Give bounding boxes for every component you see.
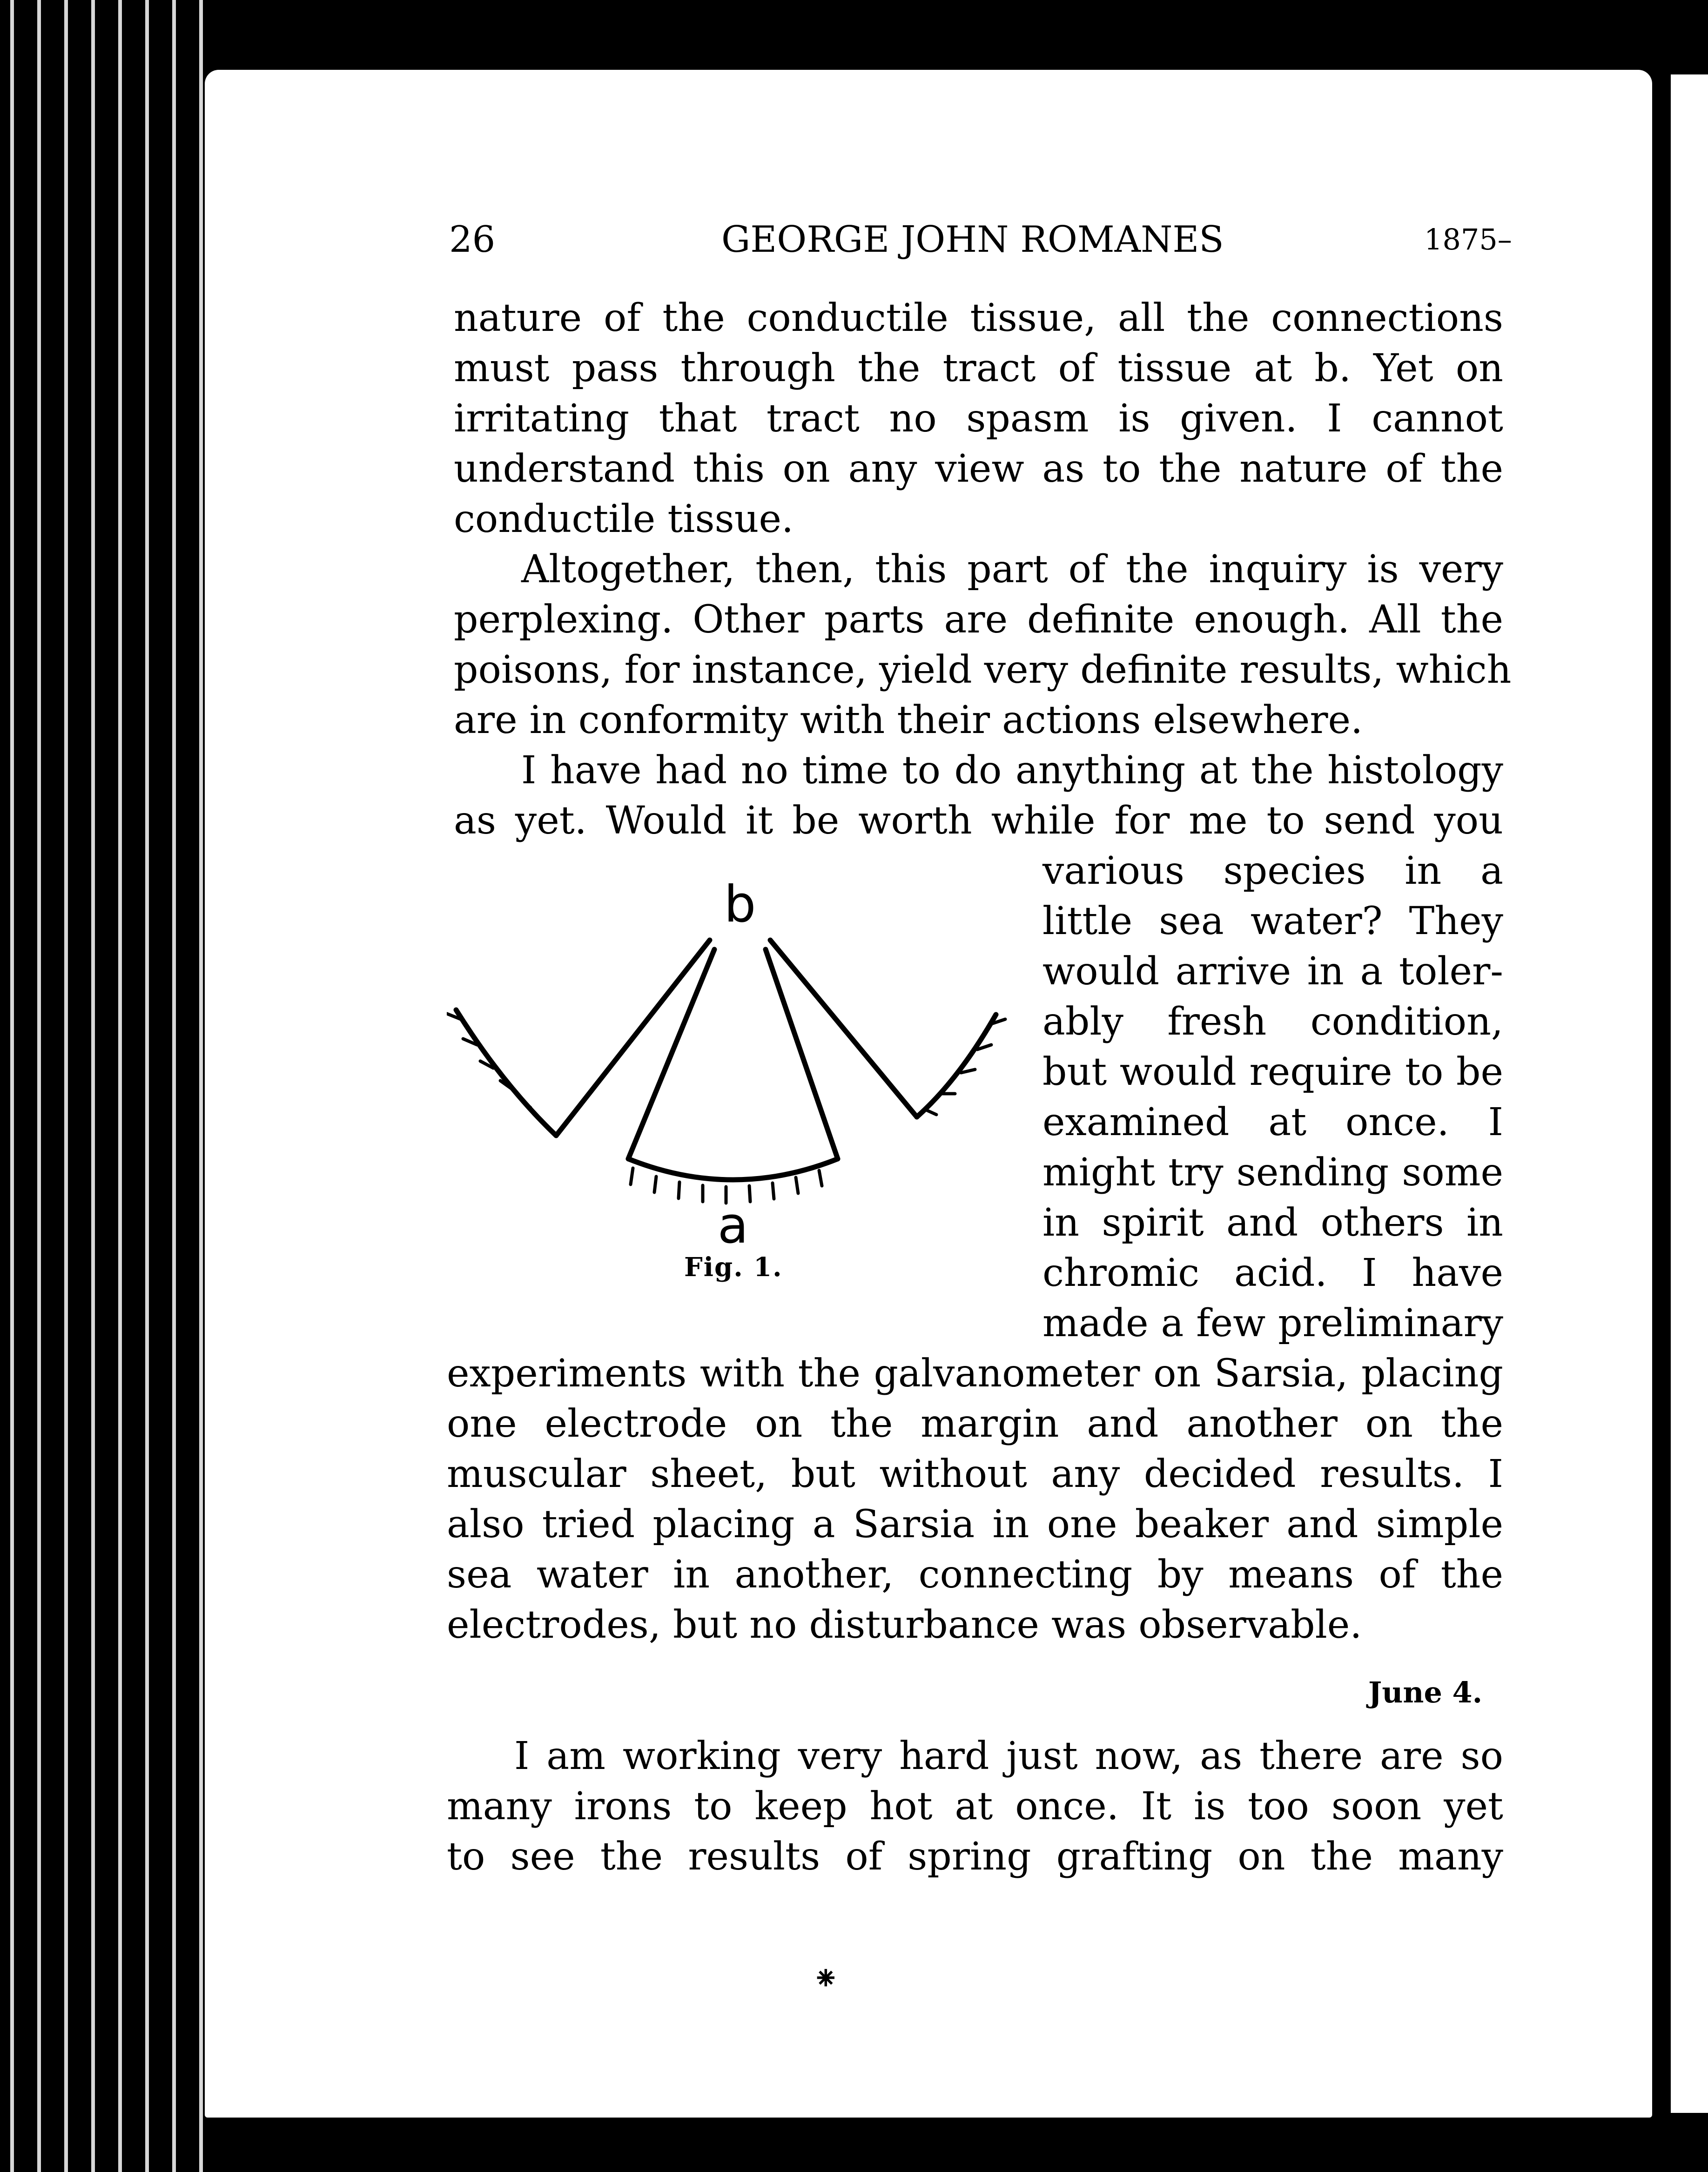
text-column-top [454, 293, 1512, 846]
year-range: 1875– [1424, 222, 1512, 256]
text-line: I am working very hard just now, as there are so [514, 1734, 1503, 1778]
letter-date: June 4. [1368, 1675, 1483, 1709]
text-line: examined at once. I [1042, 1100, 1503, 1144]
page-number: 26 [449, 219, 496, 261]
figure-arc-bottom [628, 1159, 838, 1180]
next-page-edge [1671, 74, 1708, 2113]
text-column-final [447, 1731, 1503, 1882]
text-line: sea water in another, connecting by means of the [447, 1553, 1503, 1597]
text-column-wrap [1042, 846, 1503, 1349]
text-line: conductile tissue. [454, 497, 794, 541]
text-line: electrodes, but no disturbance was observable. [447, 1603, 1362, 1647]
text-line: to see the results of spring grafting on the many [447, 1835, 1503, 1879]
text-line: I have had no time to do anything at the histology [521, 748, 1503, 793]
text-line: would arrive in a toler- [1042, 949, 1503, 994]
text-line: irritating that tract no spasm is given. I cannot [454, 397, 1503, 441]
running-title: GEORGE JOHN ROMANES [721, 219, 1224, 261]
scan-binding-edge [0, 0, 205, 2172]
figure-line [628, 949, 714, 1159]
figure-arc-right [917, 1015, 996, 1117]
text-line: muscular sheet, but without any decided results. I [447, 1452, 1503, 1496]
figure-caption: Fig. 1. [684, 1252, 783, 1283]
figure-tentacles [447, 1014, 1005, 1203]
figure-medusa-diagram [447, 866, 1033, 1247]
text-line: as yet. Would it be worth while for me to send you [454, 799, 1503, 843]
text-line: ably fresh condition, [1042, 1000, 1503, 1044]
figure-arc-left [456, 1010, 556, 1136]
printer-mark-icon: ⁕ [812, 1959, 840, 1997]
text-line: perplexing. Other parts are definite enough. All the [454, 598, 1503, 642]
text-line: experiments with the galvanometer on Sarsia, placing [447, 1352, 1503, 1396]
running-header [449, 214, 1512, 265]
figure-label-a: a [717, 1197, 749, 1247]
text-line: understand this on any view as to the nature of the [454, 447, 1503, 491]
text-line: one electrode on the margin and another on the [447, 1402, 1503, 1446]
text-line: Altogether, then, this part of the inquiry is very [521, 547, 1503, 592]
text-line: in spirit and others in [1042, 1201, 1503, 1245]
text-line: made a few preliminary [1042, 1301, 1503, 1345]
figure-label-b: b [724, 875, 756, 934]
text-line: poisons, for instance, yield very definite results, which [454, 648, 1512, 692]
text-line: also tried placing a Sarsia in one beaker and simple [447, 1502, 1503, 1547]
text-line: various species in a [1042, 849, 1503, 893]
text-column-bottom [447, 1349, 1503, 1650]
text-line: but would require to be [1042, 1050, 1503, 1094]
text-line: many irons to keep hot at once. It is too soon yet [447, 1784, 1503, 1829]
figure-line [556, 940, 710, 1136]
text-line: chromic acid. I have [1042, 1251, 1503, 1295]
text-line: little sea water? They [1042, 899, 1503, 943]
text-line: nature of the conductile tissue, all the connections [454, 296, 1503, 340]
text-line: are in conformity with their actions elsewhere. [454, 698, 1363, 742]
text-line: might try sending some [1042, 1150, 1503, 1195]
text-line: must pass through the tract of tissue at b. Yet on [454, 346, 1503, 390]
